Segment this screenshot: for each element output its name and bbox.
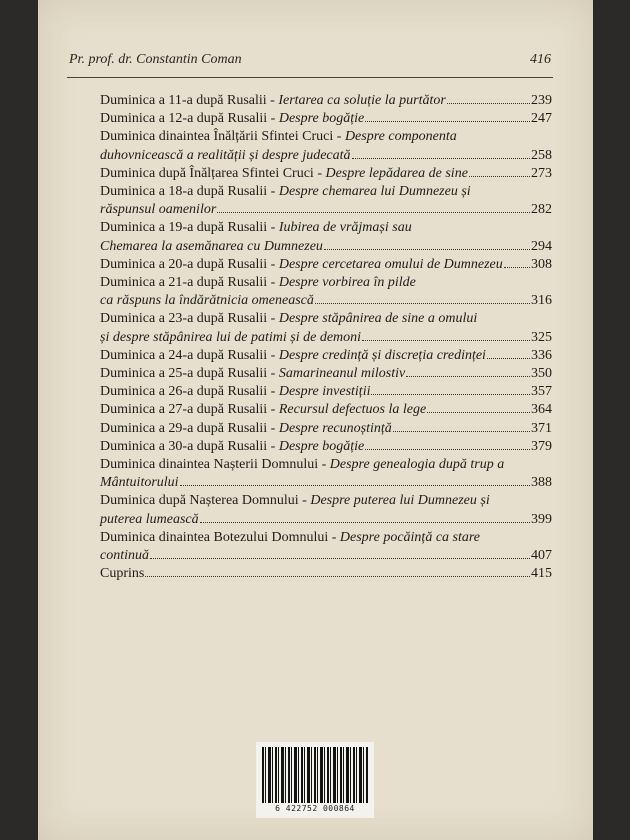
toc-leader-dots [324,249,530,250]
toc-entry-title: Duminica după Nașterea Domnului - [100,493,311,509]
toc-leader-dots [427,412,530,413]
toc-entry-text [100,201,216,219]
toc-entry-line [100,401,552,419]
toc-entry [100,92,552,110]
toc-entry-text [100,129,457,144]
toc-leader-dots [180,485,530,486]
toc-entry [100,565,552,583]
toc-leader-dots [217,212,530,213]
toc-entry-subtitle: răspunsul oamenilor [100,202,217,218]
toc-entry-line [100,438,552,456]
toc-leader-dots [447,103,530,104]
toc-leader-dots [145,576,530,577]
toc-entry-subtitle: Mântuitorului [100,475,179,491]
toc-entry-title: Duminica a 12-a după Rusalii - [100,111,279,127]
toc-entry [100,110,552,128]
toc-entry-subtitle: Despre puterea lui Dumnezeu și [310,493,490,509]
toc-entry-title: Duminica a 20-a după Rusalii - [100,256,279,272]
toc-entry-line [100,310,552,328]
toc-entry-subtitle: puterea lumească [100,511,199,527]
toc-entry-line [100,420,552,438]
toc-page-number: 258 [531,147,552,163]
toc-page-number: 379 [531,438,552,454]
toc-entry-line [100,147,552,165]
toc-entry [100,274,552,310]
toc-entry-subtitle: Despre stăpânirea de sine a omului [278,311,478,327]
toc-entry-subtitle: continuă [100,548,149,564]
toc-entry-subtitle: Recursul defectuos la lege [278,402,427,418]
toc-entry-text [100,347,486,365]
toc-leader-dots [504,267,530,268]
toc-entry-line [100,329,552,347]
toc-entry-text [100,383,370,401]
toc-entry-title: Duminica a 30-a după Rusalii - [100,438,279,454]
toc-entry-subtitle: Despre lepădarea de sine [325,165,468,181]
toc-entry-title: Duminica după Înălțarea Sfintei Cruci - [100,165,326,181]
toc-entry-title: Duminica a 27-a după Rusalii - [100,402,279,418]
toc-page-number: 407 [531,548,552,564]
toc-entry-text [100,311,477,326]
toc-entry-subtitle: Despre genealogia după trup a [329,457,505,473]
toc-entry-subtitle: Despre vorbirea în pilde [278,275,416,291]
toc-entry-subtitle: Despre credință și discreția credinței [278,347,486,363]
toc-entry [100,438,552,456]
toc-page-number: 415 [531,566,552,582]
toc-entry-title: Duminica a 26-a după Rusalii - [100,384,279,400]
toc-entry-text [100,110,364,128]
toc-entry-text [100,256,503,274]
toc-entry-subtitle: și despre stăpânirea lui de patimi și de demoni [100,329,362,345]
toc-page-number: 371 [531,420,552,436]
toc-entry-text [100,92,446,110]
toc-page-number: 282 [531,202,552,218]
toc-entry-subtitle: Despre componenta [344,129,457,145]
toc-entry-text [100,165,468,183]
toc-entry-line [100,165,552,183]
toc-entry-text [100,238,323,256]
toc-entry-line [100,183,552,201]
toc-entry-subtitle: Despre chemarea lui Dumnezeu și [278,184,471,200]
toc-page-number: 239 [531,93,552,108]
toc-entry-subtitle: ca răspuns la îndărătnicia omenească [100,293,314,309]
toc-page-number: 357 [531,384,552,400]
toc-entry-subtitle: Despre pocăință ca stare [339,529,481,545]
toc-entry-text [100,547,149,565]
toc-page-number: 247 [531,111,552,127]
toc-page-number: 325 [531,329,552,345]
toc-page-number: 294 [531,238,552,254]
toc-entry-title: Duminica a 23-a după Rusalii - [100,311,279,327]
toc-entry-line [100,365,552,383]
toc-entry-title: Cuprins [100,566,145,582]
toc-entry-subtitle: Chemarea la asemănarea cu Dumnezeu [100,238,323,254]
header-author: Pr. prof. dr. Constantin Coman [69,52,242,67]
toc-entry-title: Duminica a 11-a după Rusalii - [100,93,279,108]
barcode-number: 6 422752 000864 [275,804,355,813]
toc-entry-text [100,565,144,583]
toc-page-number: 308 [531,256,552,272]
toc-entry [100,529,552,565]
barcode [256,742,374,818]
toc-entry [100,456,552,492]
toc-entry-title: Duminica dinaintea Botezului Domnului - [100,529,340,545]
toc-entry-text [100,530,480,545]
toc-entry [100,492,552,528]
toc-entry-subtitle: Samarineanul milostiv [278,366,406,382]
toc-entry-line [100,201,552,219]
toc-entry-title: Duminica a 18-a după Rusalii - [100,184,279,200]
running-header [69,52,551,74]
toc-entry-text [100,275,416,290]
toc-leader-dots [365,121,530,122]
toc-entry-line [100,474,552,492]
toc-entry-title: Duminica a 25-a după Rusalii - [100,366,279,382]
toc-entry-title: Duminica a 19-a după Rusalii - [100,220,279,236]
header-rule [67,77,553,78]
toc-entry-subtitle: Despre bogăție [278,438,365,454]
toc-entry-line [100,347,552,365]
toc-page-number: 364 [531,402,552,418]
toc-entry [100,383,552,401]
barcode-bars [262,747,368,803]
toc-entry [100,347,552,365]
table-of-contents [100,92,552,583]
toc-page-number: 350 [531,366,552,382]
toc-entry-line [100,274,552,292]
toc-entry-line [100,492,552,510]
toc-entry-line [100,238,552,256]
toc-entry [100,401,552,419]
toc-entry-text [100,184,471,199]
toc-leader-dots [487,358,530,359]
toc-entry-text [100,493,490,508]
toc-page-number: 388 [531,475,552,491]
toc-entry-line [100,92,552,110]
toc-entry [100,183,552,219]
toc-entry [100,310,552,346]
toc-entry-subtitle: Iubirea de vrăjmași sau [278,220,412,236]
toc-entry-line [100,511,552,529]
toc-entry-text [100,365,405,383]
toc-entry-line [100,456,552,474]
toc-leader-dots [315,303,530,304]
toc-entry [100,165,552,183]
toc-entry-text [100,292,314,310]
toc-entry-text [100,401,426,419]
toc-entry-line [100,565,552,583]
toc-page-number: 399 [531,511,552,527]
toc-entry [100,256,552,274]
toc-page-number: 336 [531,347,552,363]
toc-entry-text [100,511,199,529]
toc-entry-text [100,438,364,456]
toc-entry-line [100,110,552,128]
toc-entry-title: Duminica a 29-a după Rusalii - [100,420,279,436]
toc-entry-subtitle: Despre investiții [278,384,371,400]
toc-entry-line [100,128,552,146]
toc-leader-dots [393,431,530,432]
toc-entry-subtitle: Despre recunoștință [278,420,392,436]
toc-entry-subtitle: Iertarea ca soluție la purtător [278,93,446,108]
toc-entry-title: Duminica dinaintea Nașterii Domnului - [100,457,330,473]
toc-page-number: 273 [531,165,552,181]
toc-leader-dots [150,558,530,559]
toc-entry-text [100,420,392,438]
toc-entry-subtitle: duhovnicească a realității și despre judecată [100,147,351,163]
toc-leader-dots [406,376,530,377]
toc-entry-line [100,256,552,274]
toc-leader-dots [365,449,530,450]
toc-entry-line [100,292,552,310]
toc-entry-title: Duminica dinaintea Înălțării Sfintei Cruci - [100,129,345,145]
toc-entry-line [100,219,552,237]
toc-entry-title: Duminica a 24-a după Rusalii - [100,347,279,363]
toc-entry-title: Duminica a 21-a după Rusalii - [100,275,279,291]
toc-leader-dots [352,158,530,159]
toc-entry-line [100,383,552,401]
toc-entry [100,128,552,164]
toc-entry-subtitle: Despre bogăție [278,111,365,127]
toc-entry [100,365,552,383]
toc-entry-text [100,220,412,235]
toc-leader-dots [469,176,530,177]
toc-entry-line [100,529,552,547]
toc-page-number: 316 [531,293,552,309]
toc-entry-text [100,457,504,472]
toc-entry-text [100,474,179,492]
toc-entry-subtitle: Despre cercetarea omului de Dumnezeu [278,256,503,272]
toc-entry-line [100,547,552,565]
toc-entry-text [100,329,361,347]
toc-entry [100,219,552,255]
toc-leader-dots [362,340,530,341]
header-page-number: 416 [530,52,551,67]
toc-leader-dots [200,522,530,523]
toc-leader-dots [371,394,530,395]
toc-entry [100,420,552,438]
toc-entry-text [100,147,351,165]
